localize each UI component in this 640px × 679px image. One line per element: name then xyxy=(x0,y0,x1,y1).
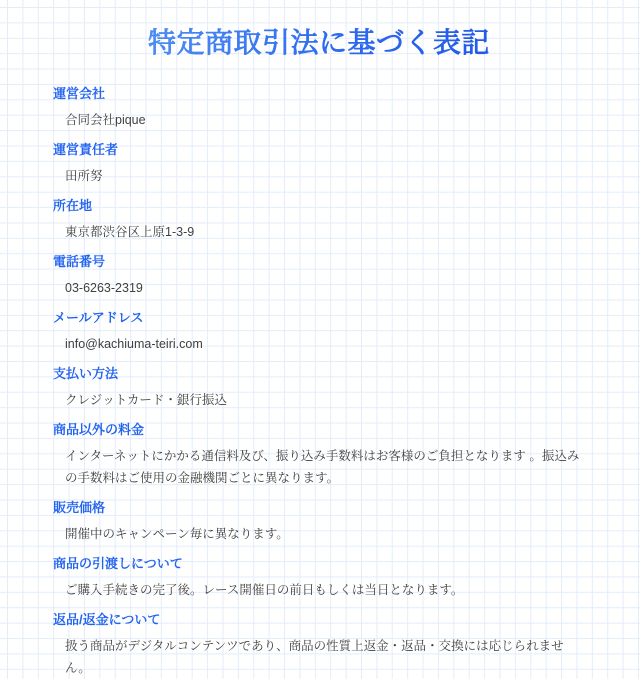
section-heading: 運営会社 xyxy=(53,86,106,101)
section-heading: 支払い方法 xyxy=(53,366,119,381)
section-body: info@kachiuma-teiri.com xyxy=(65,337,203,351)
section-operating-company xyxy=(53,83,585,131)
section-operations-manager xyxy=(53,139,585,187)
section-body: 東京都渋谷区上原1-3-9 xyxy=(65,225,195,239)
section-heading: メールアドレス xyxy=(53,310,144,325)
section-body: 開催中のキャンペーン毎に異なります。 xyxy=(65,527,289,541)
section-heading: 商品の引渡しについて xyxy=(53,556,183,571)
section-phone-number xyxy=(53,251,585,299)
section-heading: 販売価格 xyxy=(53,500,106,515)
section-address xyxy=(53,195,585,243)
section-body: ご購入手続きの完了後。レース開催日の前日もしくは当日となります。 xyxy=(65,583,464,597)
section-body: 合同会社pique xyxy=(65,113,146,127)
section-heading: 電話番号 xyxy=(53,254,106,269)
section-payment-method xyxy=(53,363,585,411)
section-body: 田所努 xyxy=(65,169,103,183)
section-product-delivery xyxy=(53,553,585,601)
section-heading: 運営責任者 xyxy=(53,142,119,157)
section-body: 03-6263-2319 xyxy=(65,281,143,295)
page-title: 特定商取引法に基づく表記 xyxy=(53,26,585,60)
section-heading: 返品/返金について xyxy=(53,612,161,627)
section-body: インターネットにかかる通信料及び、振り込み手数料はお客様のご負担となります 。振込みの手数料はご使用の金融機関ごとに異なります。 xyxy=(65,449,580,485)
section-fees-other-than-product xyxy=(53,419,585,489)
section-heading: 商品以外の料金 xyxy=(53,422,145,437)
section-sales-price xyxy=(53,497,585,545)
section-body: 扱う商品がデジタルコンテンツであり、商品の性質上返金・返品・交換には応じられません。 xyxy=(65,639,564,675)
section-returns-refunds xyxy=(53,609,585,679)
section-email-address xyxy=(53,307,585,355)
section-body: クレジットカード・銀行振込 xyxy=(65,393,227,407)
section-heading: 所在地 xyxy=(53,198,93,213)
